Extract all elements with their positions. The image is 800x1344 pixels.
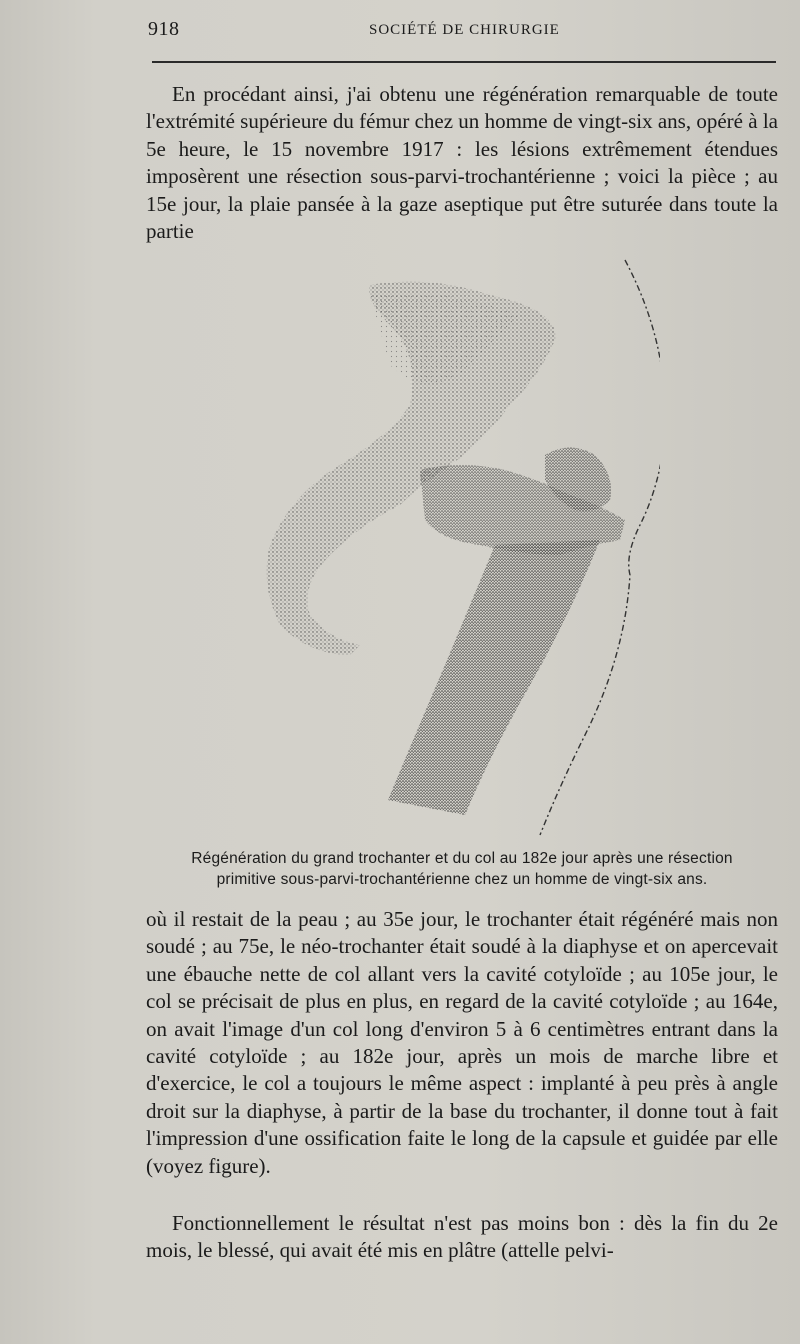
caption-line-2: primitive sous-parvi-trochantérienne chez un homme de vingt-six ans. <box>216 871 708 888</box>
page-number: 918 <box>148 18 180 40</box>
paragraph-1: En procédant ainsi, j'ai obtenu une régénération remarquable de toute l'extrémité supérieure du fémur chez un homme de vingt-six ans, opéré à la 5e heure, le 15 novembre 1917 : les lésions extrêmement étendues imposèrent une résection sous-parvi-trochantérienne ; voici la pièce ; au 15e jour, la plaie pansée à la gaze aseptique put être suturée dans toute la partie <box>146 82 778 244</box>
running-head: SOCIÉTÉ DE CHIRURGIE <box>369 22 560 38</box>
diaphysis-shape <box>388 540 600 815</box>
paragraph-2: où il restait de la peau ; au 35e jour, le trochanter était régénéré mais non soudé ; au 75e, le néo-trochanter était soudé à la diaphyse et on apercevait une ébauche nette de col allant vers la cavité cotyloïde ; au 105e jour, le col se précisait de plus en plus, en regard de la cavité cotyloïde ; au 164e, on avait l'image d'un col long d'environ 5 à 6 centimètres entrant dans la cavité cotyloïde ; au 182e jour, après un mois de marche libre et d'exercice, le col a toujours le même aspect : implanté à peu près à angle droit sur la diaphyse, à partir de la base du trochanter, il donne tout à fait l'impression d'une ossification faite le long de la capsule et guidée par elle (voyez figure). <box>146 907 778 1178</box>
figure-caption <box>146 848 778 890</box>
paragraph-3: Fonctionnellement le résultat n'est pas moins bon : dès la fin du 2e mois, le blessé, qui avait été mis en plâtre (attelle pelvi- <box>146 1211 778 1263</box>
femur-illustration <box>240 255 660 845</box>
radiograph-figure <box>240 255 660 845</box>
header-rule <box>152 61 776 63</box>
page-header <box>145 18 775 48</box>
caption-line-1: Régénération du grand trochanter et du col au 182e jour après une résection <box>191 850 733 867</box>
